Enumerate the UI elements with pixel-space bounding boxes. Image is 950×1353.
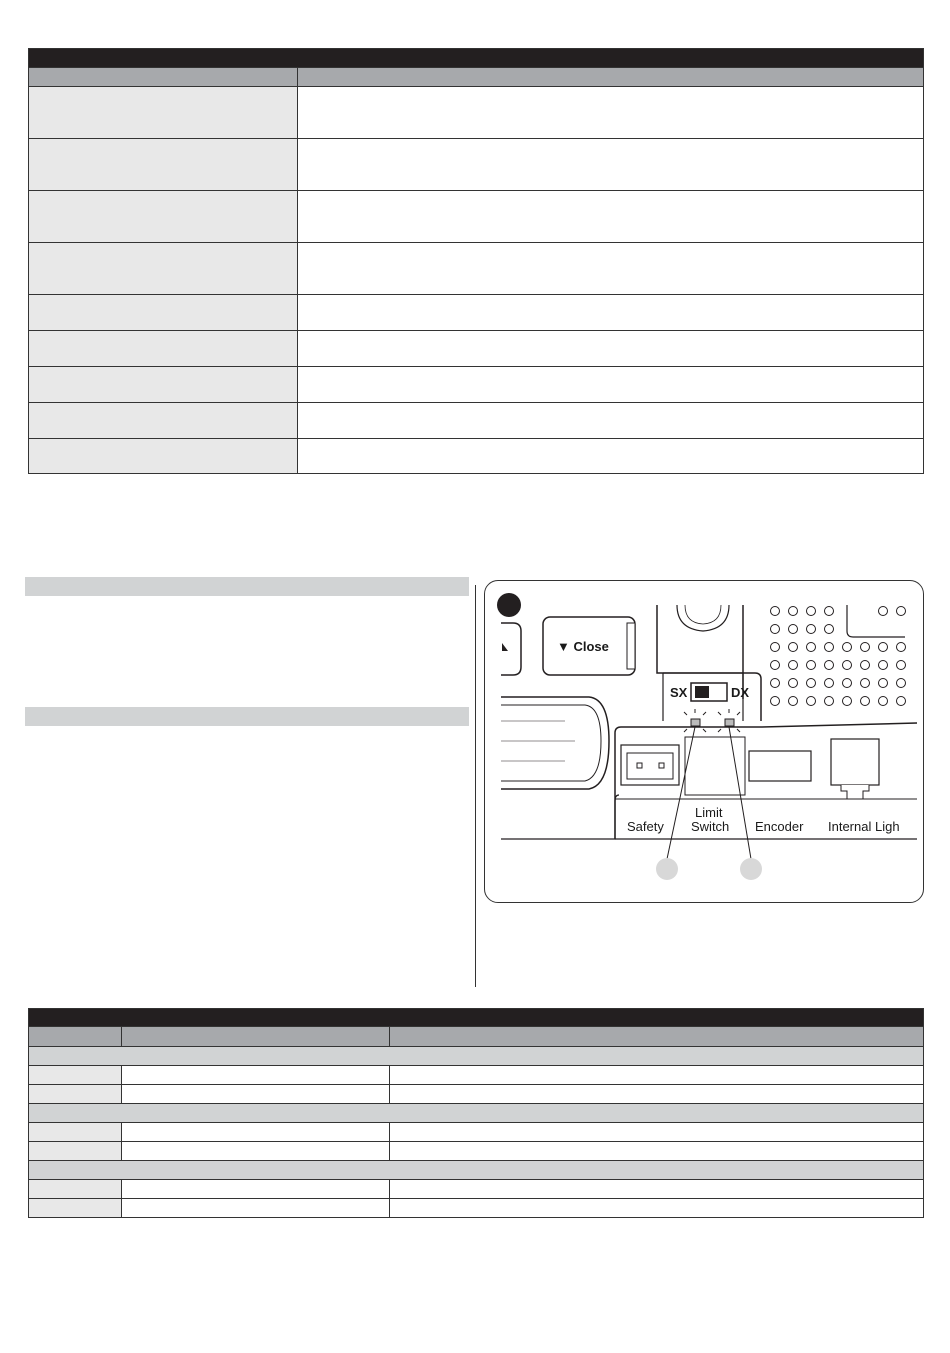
speaker-hole <box>807 679 816 688</box>
cell <box>29 1085 122 1103</box>
speaker-hole <box>789 661 798 670</box>
switch-label-sx: SX <box>670 685 688 700</box>
parameters-table <box>28 48 924 474</box>
column-header-3 <box>390 1027 923 1046</box>
table-row <box>29 1122 923 1141</box>
column-header-1 <box>29 1027 122 1046</box>
control-board-figure <box>484 580 924 903</box>
section-heading-bar-1 <box>25 577 469 596</box>
encoder-label: Encoder <box>755 819 804 834</box>
board-edge <box>501 795 619 839</box>
control-board-drawing <box>485 581 924 903</box>
speaker-hole <box>789 607 798 616</box>
speaker-hole <box>861 697 870 706</box>
speaker-hole <box>843 643 852 652</box>
table-column-header <box>29 1026 923 1046</box>
cell <box>390 1085 923 1103</box>
speaker-hole <box>807 607 816 616</box>
display-module <box>501 697 609 789</box>
safety-connector <box>621 745 679 785</box>
row-value-cell <box>298 331 923 366</box>
row-value-cell <box>298 87 923 138</box>
speaker-hole <box>825 625 834 634</box>
connector-panel-top <box>761 723 917 727</box>
cell <box>390 1142 923 1160</box>
table-row <box>29 1084 923 1103</box>
filled-circle-icon <box>497 593 521 617</box>
speaker-hole <box>825 679 834 688</box>
cell <box>29 1180 122 1198</box>
table-row <box>29 330 923 366</box>
table-row <box>29 1065 923 1084</box>
table-row <box>29 138 923 190</box>
cell <box>390 1180 923 1198</box>
switch-knob <box>695 686 709 698</box>
row-value-cell <box>298 403 923 438</box>
speaker-hole <box>825 607 834 616</box>
speaker-grid <box>771 607 906 706</box>
row-label-cell <box>29 191 298 242</box>
safety-label: Safety <box>627 819 664 834</box>
table-title-bar <box>29 1009 923 1026</box>
row-label-cell <box>29 331 298 366</box>
row-label-cell <box>29 403 298 438</box>
row-label-cell <box>29 139 298 190</box>
cell <box>29 1199 122 1217</box>
cell <box>29 1123 122 1141</box>
table-title-bar <box>29 49 923 67</box>
callout-circle-icon <box>740 858 762 880</box>
speaker-hole <box>771 643 780 652</box>
speaker-hole <box>879 697 888 706</box>
close-button <box>543 617 635 675</box>
column-header-1 <box>29 68 298 86</box>
speaker-hole <box>897 607 906 616</box>
row-label-cell <box>29 87 298 138</box>
speaker-hole <box>807 661 816 670</box>
speaker-hole <box>843 661 852 670</box>
row-value-cell <box>298 367 923 402</box>
internal-light-label: Internal Ligh <box>828 819 900 834</box>
row-value-cell <box>298 191 923 242</box>
table-row <box>29 294 923 330</box>
cell <box>390 1123 923 1141</box>
column-header-2 <box>122 1027 390 1046</box>
speaker-hole <box>807 643 816 652</box>
table-row <box>29 86 923 138</box>
speaker-hole <box>789 625 798 634</box>
display-lines <box>501 721 575 761</box>
table-row <box>29 366 923 402</box>
speaker-hole <box>807 697 816 706</box>
table-column-header <box>29 67 923 86</box>
triangle-up-icon <box>502 643 508 651</box>
speaker-hole <box>771 625 780 634</box>
row-label-cell <box>29 439 298 473</box>
speaker-hole <box>789 679 798 688</box>
speaker-hole <box>861 679 870 688</box>
cell <box>122 1085 390 1103</box>
speaker-hole <box>771 679 780 688</box>
cell <box>29 1142 122 1160</box>
cell <box>122 1199 390 1217</box>
speaker-hole <box>879 661 888 670</box>
table-row <box>29 242 923 294</box>
table-row <box>29 1179 923 1198</box>
speaker-hole <box>825 643 834 652</box>
speaker-hole <box>807 625 816 634</box>
speaker-hole <box>789 697 798 706</box>
table-row <box>29 190 923 242</box>
cell <box>122 1180 390 1198</box>
limit-label: Limit <box>695 805 723 820</box>
cell <box>122 1123 390 1141</box>
switch-label-dx: DX <box>731 685 750 700</box>
row-label-cell <box>29 367 298 402</box>
table-group-row <box>29 1046 923 1065</box>
speaker-hole <box>771 697 780 706</box>
speaker-hole <box>861 643 870 652</box>
row-value-cell <box>298 243 923 294</box>
row-value-cell <box>298 439 923 473</box>
cell <box>29 1066 122 1084</box>
row-value-cell <box>298 139 923 190</box>
table-row <box>29 438 923 473</box>
speaker-hole <box>789 643 798 652</box>
section-heading-bar-2 <box>25 707 469 726</box>
column-divider <box>475 585 476 987</box>
display-module-inner <box>501 705 601 781</box>
cell <box>390 1199 923 1217</box>
speaker-hole <box>879 643 888 652</box>
dial <box>677 605 729 631</box>
callout-circle-icon <box>656 858 678 880</box>
cell <box>122 1066 390 1084</box>
cell <box>122 1142 390 1160</box>
table-group-row <box>29 1103 923 1122</box>
speaker-hole <box>843 679 852 688</box>
housing-outline <box>657 605 761 721</box>
speaker-hole <box>897 679 906 688</box>
speaker-hole <box>825 661 834 670</box>
table-row <box>29 402 923 438</box>
speaker-hole <box>861 661 870 670</box>
row-value-cell <box>298 295 923 330</box>
cell <box>390 1066 923 1084</box>
speaker-hole <box>843 697 852 706</box>
row-label-cell <box>29 295 298 330</box>
speaker-hole <box>825 697 834 706</box>
internal-light-connector <box>831 739 879 799</box>
speaker-hole <box>897 643 906 652</box>
table-row <box>29 1198 923 1217</box>
row-label-cell <box>29 243 298 294</box>
speaker-hole <box>897 661 906 670</box>
led-status-table <box>28 1008 924 1218</box>
table-group-row <box>29 1160 923 1179</box>
switch-label: Switch <box>691 819 730 834</box>
speaker-hole <box>879 607 888 616</box>
speaker-hole <box>771 607 780 616</box>
speaker-hole <box>879 679 888 688</box>
dial-inner <box>685 605 721 624</box>
speaker-hole <box>771 661 780 670</box>
close-button-label: ▼ Close <box>557 639 609 654</box>
speaker-hole <box>897 697 906 706</box>
encoder-connector <box>749 751 811 781</box>
table-row <box>29 1141 923 1160</box>
